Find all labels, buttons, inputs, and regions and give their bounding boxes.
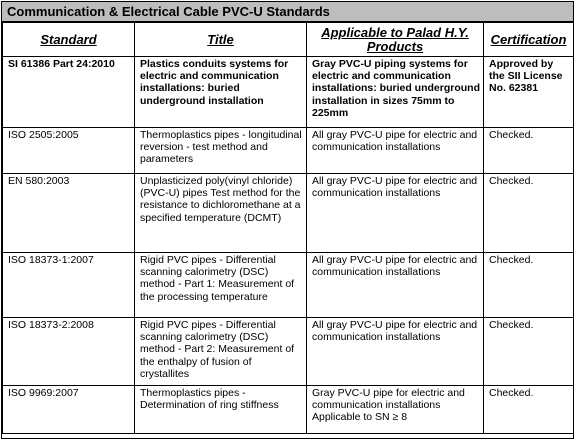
applicable-cell: All gray PVC-U pipe for electric and communication installations: [307, 318, 484, 386]
table-row: [3, 318, 574, 386]
title-cell: Unplasticized poly(vinyl chloride) (PVC-U) pipes Test method for the resistance to dichloromethane at a specified temperature (DCMT): [135, 174, 307, 253]
table-row: [3, 386, 574, 434]
table-title: Communication & Electrical Cable PVC-U Standards: [2, 2, 573, 22]
certification-cell: Approved by the SII License No. 62381: [484, 57, 574, 128]
applicable-cell: All gray PVC-U pipe for electric and communication installations: [307, 174, 484, 253]
certification-cell: Checked.: [484, 386, 574, 434]
standard-cell: ISO 18373-2:2008: [3, 318, 135, 386]
title-cell: Thermoplastics pipes - longitudinal reversion - test method and parameters: [135, 128, 307, 174]
column-header-certification: Certification: [484, 23, 574, 57]
certification-cell: Checked.: [484, 128, 574, 174]
column-header-applicable: Applicable to Palad H.Y. Products: [307, 23, 484, 57]
certification-cell: Checked.: [484, 174, 574, 253]
column-header-standard: Standard: [3, 23, 135, 57]
applicable-cell: Gray PVC-U pipe for electric and communication installations Applicable to SN ≥ 8: [307, 386, 484, 434]
table-row: [3, 57, 574, 128]
title-cell: Thermoplastics pipes - Determination of ring stiffness: [135, 386, 307, 434]
certification-cell: Checked.: [484, 318, 574, 386]
standards-table: [2, 22, 574, 434]
standard-cell: SI 61386 Part 24:2010: [3, 57, 135, 128]
applicable-cell: Gray PVC-U piping systems for electric and communication installations: buried underground installation in sizes 75mm to 225mm: [307, 57, 484, 128]
standard-cell: EN 580:2003: [3, 174, 135, 253]
title-cell: Plastics conduits systems for electric and communication installations: buried underground installation: [135, 57, 307, 128]
header-row: [3, 23, 574, 57]
applicable-cell: All gray PVC-U pipe for electric and communication installations: [307, 128, 484, 174]
title-cell: Rigid PVC pipes - Differential scanning calorimetry (DSC) method - Part 2: Measurement of the enthalpy of fusion of crystallites: [135, 318, 307, 386]
column-header-title: Title: [135, 23, 307, 57]
standard-cell: ISO 2505:2005: [3, 128, 135, 174]
certification-cell: Checked.: [484, 253, 574, 318]
table-row: [3, 128, 574, 174]
table-row: [3, 174, 574, 253]
standard-cell: ISO 9969:2007: [3, 386, 135, 434]
title-cell: Rigid PVC pipes - Differential scanning calorimetry (DSC) method - Part 1: Measurement of the processing temperature: [135, 253, 307, 318]
standard-cell: ISO 18373-1:2007: [3, 253, 135, 318]
table-row: [3, 253, 574, 318]
applicable-cell: All gray PVC-U pipe for electric and communication installations: [307, 253, 484, 318]
